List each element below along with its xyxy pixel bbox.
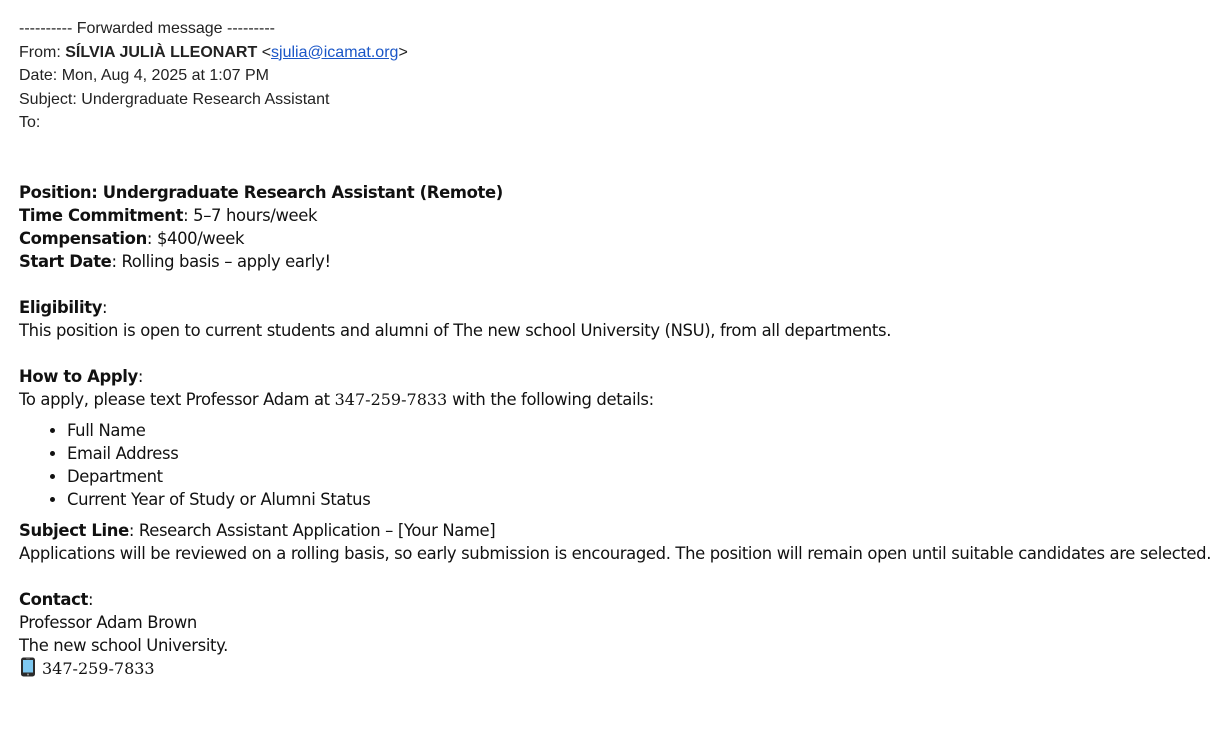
apply-heading: How to Apply: [19, 367, 144, 386]
comp-value: $400/week [156, 229, 245, 248]
start-value: Rolling basis – apply early! [121, 252, 331, 271]
date-line [19, 64, 408, 88]
date-label: Date: [19, 67, 58, 84]
forwarded-header [19, 17, 408, 135]
sender-name: SÍLVIA JULIÀ LLEONART [65, 43, 258, 61]
start-label: Start Date [19, 252, 112, 271]
email-close-bracket: > [398, 43, 408, 61]
forwarded-divider: ---------- Forwarded message --------- [19, 20, 275, 37]
time-commitment: Time Commitment: 5–7 hours/week [19, 206, 318, 225]
contact-heading: Contact: [19, 590, 94, 609]
to-label: To: [19, 114, 41, 131]
apply-phone[interactable]: 347-259-7833 [334, 390, 448, 409]
compensation: Compensation: $400/week [19, 229, 245, 248]
list-item: • Email Address [67, 442, 1224, 465]
time-value: 5–7 hours/week [193, 206, 318, 225]
list-item: • Department [67, 465, 1224, 488]
contact-org: The new school University. [19, 636, 228, 655]
apply-text: To apply, please text Professor Adam at 347-259-7833 with the following details: [19, 390, 654, 409]
eligibility-heading: Eligibility: [19, 298, 108, 317]
date-value: Mon, Aug 4, 2025 at 1:07 PM [61, 67, 269, 84]
subject-line-value: Research Assistant Application – [Your Name] [138, 521, 496, 540]
from-label: From: [19, 43, 61, 61]
email-open-bracket: < [261, 43, 272, 61]
requirements-list [19, 419, 1224, 511]
to-line [19, 111, 408, 135]
subject-line-header [19, 88, 408, 112]
subject-line-label: Subject Line [19, 521, 129, 540]
subject-line-instruction: Subject Line: Research Assistant Application – [Your Name] [19, 521, 496, 540]
start-date: Start Date: Rolling basis – apply early! [19, 252, 331, 271]
time-label: Time Commitment [19, 206, 184, 225]
subject-label: Subject: [19, 90, 77, 108]
eligibility-text: This position is open to current students and alumni of The new school University (NSU), from all departments. [19, 321, 892, 340]
list-item: • Full Name [67, 419, 1224, 442]
contact-phone[interactable]: 347-259-7833 [42, 659, 155, 678]
contact-name: Professor Adam Brown [19, 613, 197, 632]
from-line [19, 41, 408, 65]
subject-value: Undergraduate Research Assistant [81, 90, 330, 108]
message-body [19, 181, 1224, 680]
list-item: • Current Year of Study or Alumni Status [67, 488, 1224, 511]
sender-email-link[interactable]: sjulia@icamat.org [271, 43, 399, 61]
position-title: Position: Undergraduate Research Assistant (Remote) [19, 183, 503, 202]
review-note: Applications will be reviewed on a rolling basis, so early submission is encouraged. The position will remain open until suitable candidates are selected. [19, 544, 1212, 563]
contact-phone-line [19, 657, 1224, 680]
mobile-phone-icon [20, 657, 36, 677]
comp-label: Compensation [19, 229, 147, 248]
